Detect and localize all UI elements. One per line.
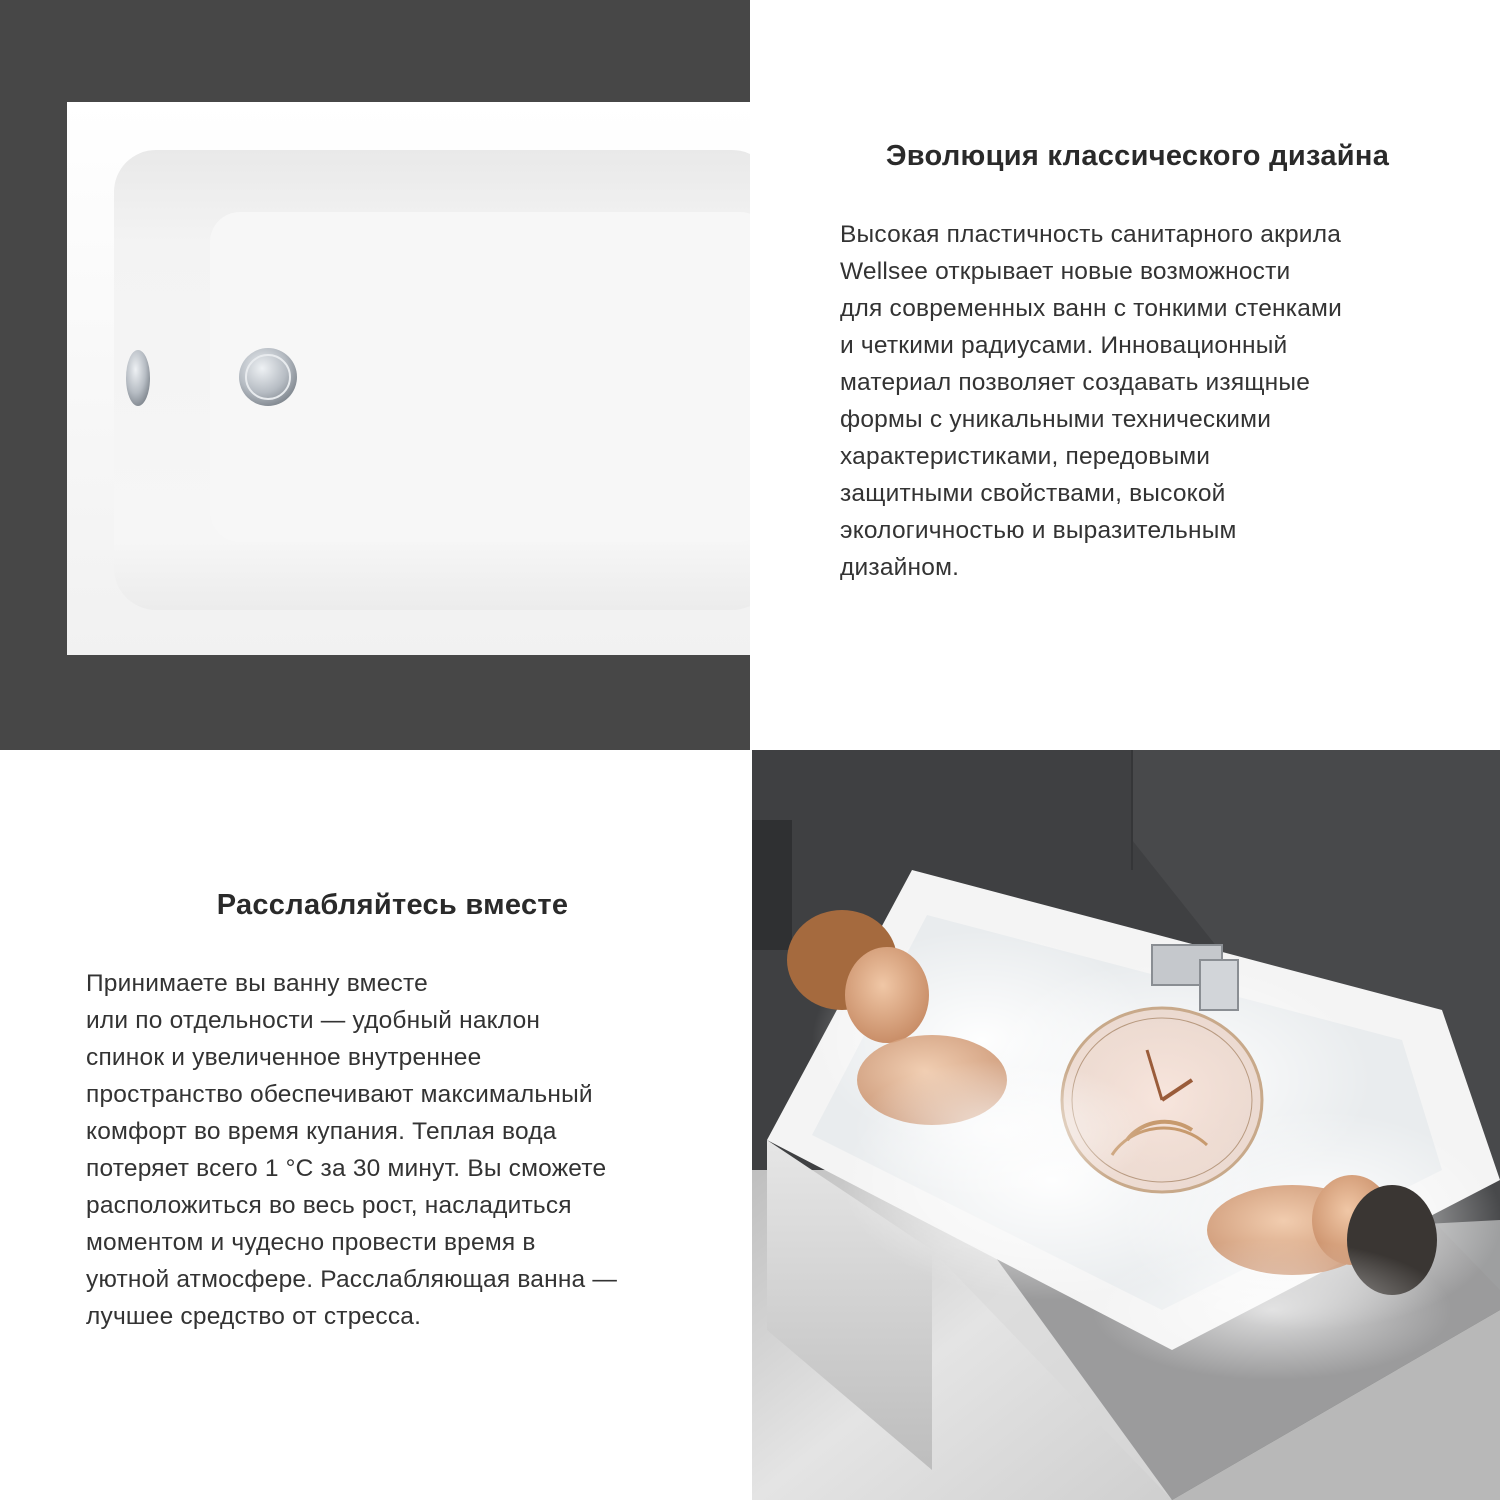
design-line: и четкими радиусами. Инновационный [840,332,1288,359]
overflow-drain [126,350,150,406]
design-line: Wellsee открывает новые возможности [840,258,1291,285]
relax-line: комфорт во время купания. Теплая вода [86,1118,557,1145]
design-section [750,0,1500,750]
relax-line: Принимаете вы ванну вместе [86,970,428,997]
relax-line: уютной атмосфере. Расслабляющая ванна — [86,1266,618,1293]
woman-face [845,947,929,1043]
relax-section [0,750,750,1500]
relax-title: Расслабляйтесь вместе [216,889,569,921]
design-line: материал позволяет создавать изящные [840,369,1311,396]
relax-line: или по отдельности — удобный наклон [86,1007,541,1034]
design-title: Эволюция классического дизайна [885,140,1390,172]
design-line: формы с уникальными техническими [840,406,1272,433]
relax-line: моментом и чудесно провести время в [86,1229,536,1256]
relax-line: лучшее средство от стресса. [86,1303,422,1330]
design-paragraph [840,216,1342,586]
couple-bath-photo [752,750,1500,1500]
design-line: для современных ванн с тонкими стенками [840,295,1342,322]
bathtub-photo [0,0,750,750]
design-line: дизайном. [840,554,960,581]
drain [239,348,297,406]
relax-line: расположиться во весь рост, насладиться [86,1192,572,1219]
bathtub-illustration [0,0,750,750]
relax-line: пространство обеспечивают максимальный [86,1081,593,1108]
design-line: характеристиками, передовыми [840,443,1211,470]
relax-paragraph [86,965,617,1335]
design-line: защитными свойствами, высокой [840,480,1226,507]
design-line: экологичностью и выразительным [840,517,1237,544]
couple-bath-illustration [752,750,1500,1500]
design-line: Высокая пластичность санитарного акрила [840,221,1342,248]
relax-line: спинок и увеличенное внутреннее [86,1044,482,1071]
relax-line: потеряет всего 1 °C за 30 минут. Вы сможете [86,1155,607,1182]
